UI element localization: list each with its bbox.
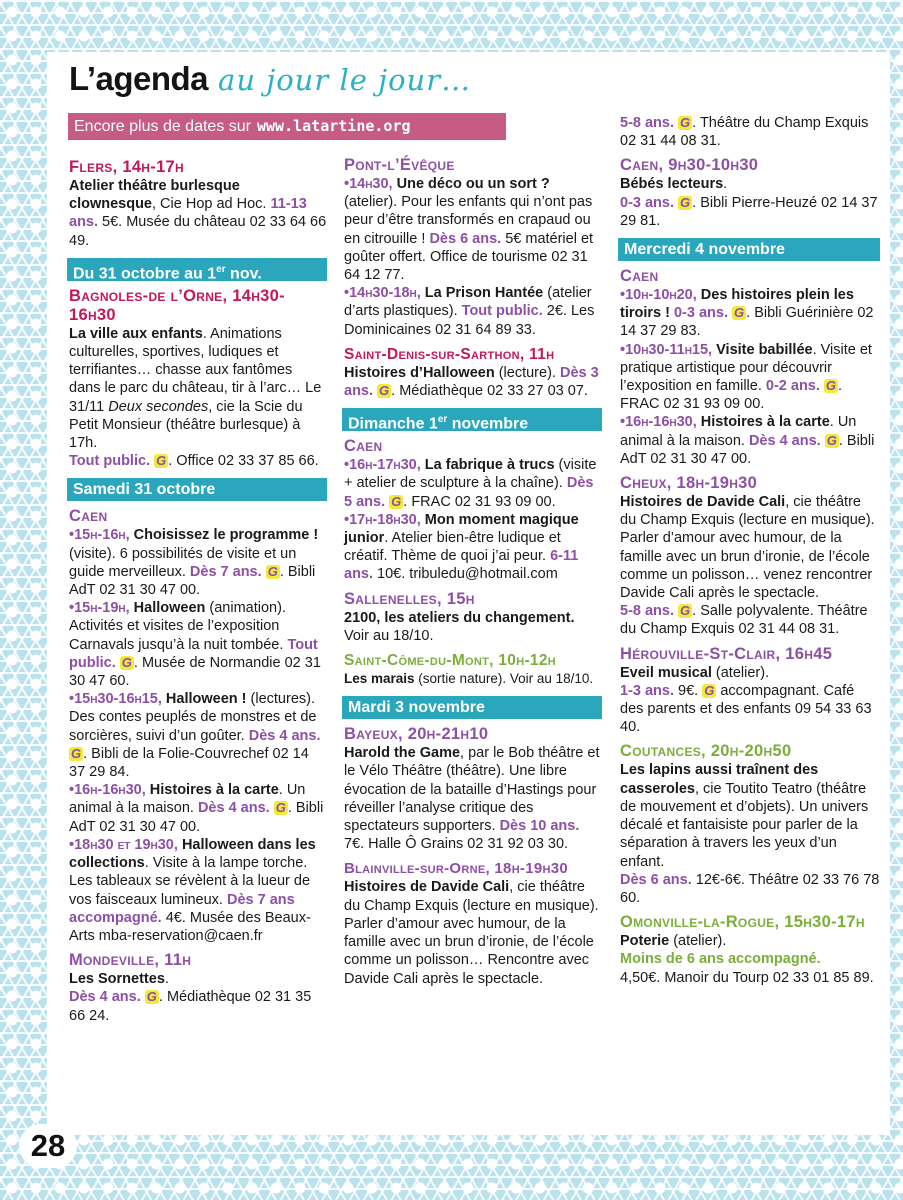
event-entry: •15h30-16h15, Halloween ! (lectures). Des contes peuplés de monstres et de sorcières, suivi d’un goûter. Dès 4 ans. G . Bibli de la Folie-Couvrechef 02 14 37 29 84. [69, 691, 321, 781]
title-script: au jour le jour… [218, 63, 472, 97]
event-entry: Poterie (atelier). Moins de 6 ans accompagné. 4,50€. Manoir du Tourp 02 33 01 85 89. [620, 933, 874, 986]
g-badge-icon: G [146, 989, 157, 1005]
date-bar: Du 31 octobre au 1er nov. [67, 258, 327, 281]
city-heading: Mondeville, 11h [69, 951, 192, 970]
event-entry: La ville aux enfants. Animations culturelles, sportives, ludiques et terrifiantes… chasse aux fantômes dans le parc du château, tir à l’arc… Le 31/11 Deux secondes, cie la Scie du Petit Monsieur (théâtre burlesque) à 17h. Tout public. G . Office 02 33 37 85 66. [69, 325, 322, 470]
event-entry: •16h-16h30, Histoires à la carte. Un animal à la maison. Dès 4 ans. G . Bibli AdT 02 31 30 47 00. [69, 782, 324, 835]
g-badge-icon: G [826, 432, 837, 448]
event-entry: Eveil musical (atelier). 1-3 ans. 9€. G accompagnant. Café des parents et des enfants 09 54 33 63 40. [620, 664, 872, 736]
column-2 [344, 156, 602, 988]
g-badge-icon: G [156, 453, 167, 469]
page-title [69, 60, 471, 98]
g-badge-icon: G [825, 378, 837, 394]
event-entry: •14h30-18h, La Prison Hantée (atelier d’arts plastiques). Tout public. 2€. Les Dominicaines 02 31 64 89 33. [344, 285, 595, 338]
date-bar: Dimanche 1er novembre [342, 408, 602, 431]
event-entry: •16h-17h30, La fabrique à trucs (visite + atelier de sculpture à la chaîne). Dès 5 ans. G . FRAC 02 31 93 09 00. [344, 457, 597, 510]
event-entry: Les marais (sortie nature). Voir au 18/10. [344, 671, 594, 687]
title-main: L’agenda [69, 60, 209, 97]
city-heading: Flers, 14h-17h [69, 158, 184, 176]
city-heading: Caen, 9h30-10h30 [620, 156, 759, 175]
date-bar: Mardi 3 novembre [342, 696, 602, 719]
column-3 [620, 114, 880, 987]
g-badge-icon: G [734, 305, 745, 321]
city-heading: Caen [69, 507, 108, 526]
event-entry: Histoires de Davide Cali, cie théâtre du Champ Exquis (lecture en musique). Parler d’amour avec humour, de la famille avec un brun d’ironie, de l’école comme un polisson… Rencontre avec Davide Cali après le spectacle. [344, 879, 599, 987]
g-badge-icon: G [391, 493, 402, 509]
website-link[interactable]: www.latartine.org [257, 117, 411, 135]
city-heading: Bayeux, 20h-21h10 [344, 725, 489, 744]
event-entry: •10h30-11h15, Visite babillée. Visite et pratique artistique pour découvrir l’exposition en famille. 0-2 ans. G . FRAC 02 31 93 09 00. [620, 341, 872, 413]
g-badge-icon: G [704, 682, 715, 698]
event-entry: •10h-10h20, Des histoires plein les tiroirs ! 0-3 ans. G . Bibli Guérinière 02 14 37 29 83. [620, 287, 874, 340]
g-badge-icon: G [267, 563, 278, 579]
city-heading: Sallenelles, 15h [344, 589, 475, 608]
event-entry: Atelier théâtre burlesque clownesque, Cie Hop ad Hoc. 11-13 ans. 5€. Musée du château 02 33 64 66 49. [69, 178, 327, 249]
event-entry: •17h-18h30, Mon moment magique junior. Atelier bien-être ludique et créatif. Thème de quoi j’ai peur. 6-11 ans. 10€. tribuledu@hotmail.com [344, 511, 579, 583]
g-badge-icon: G [275, 800, 286, 816]
g-badge-icon: G [121, 654, 132, 670]
city-heading: Saint-Côme-du-Mont, 10h-12h [344, 652, 556, 670]
city-heading: Saint-Denis-sur-Sarthon, 11h [344, 345, 555, 363]
column-1 [69, 152, 327, 1025]
city-heading: Pont-l’Évêque [344, 156, 455, 174]
g-badge-icon: G [71, 745, 82, 761]
g-badge-icon: G [680, 115, 691, 130]
city-heading: Omonville-la-Rogue, 15h30-17h [620, 913, 865, 932]
page-number: 28 [19, 1124, 77, 1168]
event-entry: Les Sornettes. Dès 4 ans. G . Médiathèque 02 31 35 66 24. [69, 971, 312, 1024]
event-entry: 2100, les ateliers du changement. Voir au 18/10. [344, 609, 575, 644]
g-badge-icon: G [379, 383, 390, 399]
event-entry: Histoires de Davide Cali, cie théâtre du Champ Exquis (lecture en musique). Parler d’amour avec humour, de la famille avec un brun d’ironie, de l’école comme un polisson… venez rencontrer Davide Cali après le spectacle. 5-8 ans. G . Salle polyvalente. Théâtre du Champ Exquis 02 31 44 08 31. [620, 494, 875, 638]
city-heading: Bagnoles-de l’Orne, 14h30-16h30 [69, 286, 285, 324]
event-entry: •16h-16h30, Histoires à la carte. Un animal à la maison. Dès 4 ans. G . Bibli AdT 02 31 30 47 00. [620, 414, 875, 467]
city-heading: Caen [620, 267, 659, 286]
g-badge-icon: G [680, 194, 691, 210]
agenda-page [47, 52, 890, 1135]
event-entry: 5-8 ans. G . Théâtre du Champ Exquis 02 31 44 08 31. [620, 115, 869, 150]
event-entry: •15h-16h, Choisissez le programme ! (visite). 6 possibilités de visite et un guide merveilleux. Dès 7 ans. G . Bibli AdT 02 31 30 47 00. [69, 527, 319, 599]
city-heading: Coutances, 20h-20h50 [620, 742, 792, 761]
date-bar: Mercredi 4 novembre [618, 238, 880, 261]
event-entry: Bébés lecteurs. 0-3 ans. G . Bibli Pierre-Heuzé 02 14 37 29 81. [620, 176, 878, 229]
event-entry: •15h-19h, Halloween (animation). Activités et visites de l’exposition Carnavals jusqu’à la nuit tombée. Tout public. G . Musée de Normandie 02 31 30 47 60. [69, 600, 321, 690]
event-entry: •14h30, Une déco ou un sort ? (atelier). Pour les enfants qui n’ont pas peur d’être transformés en crapaud ou en citrouille ! Dès 6 ans. 5€ matériel et goûter offert. Office de tourisme 02 31 64 12 77. [344, 176, 594, 284]
event-entry: Histoires d’Halloween (lecture). Dès 3 ans. G . Médiathèque 02 33 27 03 07. [344, 364, 599, 400]
website-banner [68, 113, 506, 140]
city-heading: Blainville-sur-Orne, 18h-19h30 [344, 860, 569, 878]
city-heading: Cheux, 18h-19h30 [620, 474, 758, 493]
event-entry: Les lapins aussi traînent des casseroles, cie Toutito Teatro (théâtre de mouvement et d’objets). Un univers décalé et fantaisiste pour parler de la séparation à travers les yeux d’un enfant. Dès 6 ans. 12€-6€. Théâtre 02 33 76 78 60. [620, 762, 880, 906]
g-badge-icon: G [680, 603, 691, 619]
city-heading: Hérouville-St-Clair, 16h45 [620, 644, 833, 663]
date-bar: Samedi 31 octobre [67, 478, 327, 501]
event-entry: Harold the Game, par le Bob théâtre et le Vélo Théâtre (théâtre). Une libre évocation de la bataille d’Hastings pour réveiller l’analyse critique des spectateurs supporters. Dès 10 ans. 7€. Halle Ô Grains 02 31 92 03 30. [344, 745, 600, 853]
city-heading: Caen [344, 437, 383, 456]
banner-text: Encore plus de dates sur [74, 118, 251, 135]
event-entry: •18h30 et 19h30, Halloween dans les collections. Visite à la lampe torche. Les tableaux se révèlent à la lueur de vos faisceaux lumineux. Dès 7 ans accompagné. 4€. Musée des Beaux-Arts mba-reservation@caen.fr [69, 836, 316, 944]
